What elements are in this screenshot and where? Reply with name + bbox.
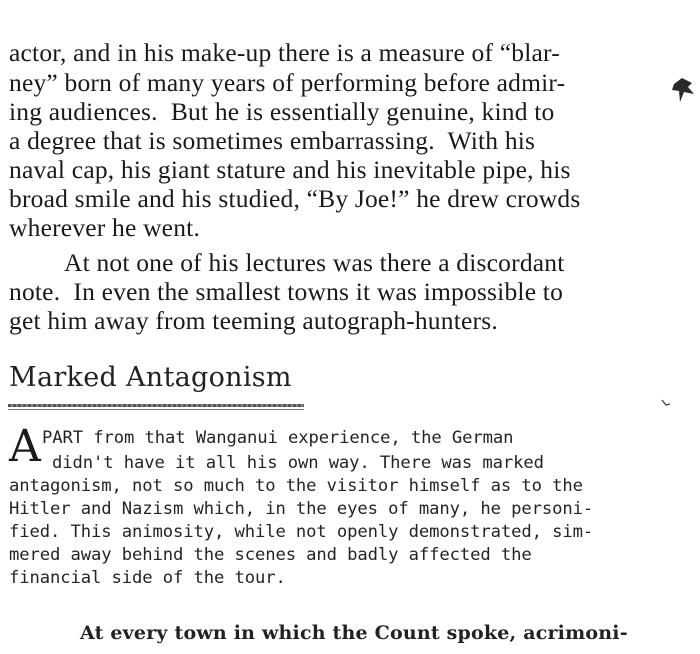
paragraph-3-line-6: mered away behind the scenes and badly affected the — [9, 545, 532, 565]
paragraph-3-line-1: PART from that Wanganui experience, the German — [42, 428, 514, 448]
paragraph-2-line-3: get him away from teeming autograph-hunters. — [9, 306, 498, 335]
paragraph-2-line-1: At not one of his lectures was there a discordant — [64, 248, 565, 277]
section-heading: Marked Antagonism — [9, 362, 292, 393]
paragraph-1-line-3: ing audiences. But he is essentially genuine, kind to — [9, 97, 555, 126]
paragraph-3-line-3: antagonism, not so much to the visitor himself as to the — [9, 476, 583, 496]
paragraph-3-line-7: financial side of the tour. — [9, 568, 286, 588]
paragraph-1-line-2: ney” born of many years of performing before admir- — [9, 68, 566, 97]
paragraph-1-line-4: a degree that is sometimes embarrassing. With his — [9, 126, 536, 155]
paragraph-1-line-1: actor, and in his make-up there is a measure of “blar- — [9, 38, 560, 67]
heading-underline-thin — [8, 409, 304, 410]
ink-blot-mark — [670, 74, 696, 108]
paragraph-3-line-2: didn't have it all his own way. There was marked — [52, 453, 544, 473]
paragraph-3-line-5: fied. This animosity, while not openly demonstrated, sim- — [9, 522, 594, 542]
paragraph-4-line-1: At every town in which the Count spoke, acrimoni- — [80, 622, 628, 644]
drop-cap: A — [9, 421, 41, 472]
paragraph-1-line-6: broad smile and his studied, “By Joe!” he drew crowds — [9, 184, 581, 213]
heading-underline — [8, 404, 304, 407]
paragraph-1-line-7: wherever he went. — [9, 213, 201, 242]
paragraph-1-line-5: naval cap, his giant stature and his inevitable pipe, his — [9, 155, 571, 184]
paragraph-3-line-4: Hitler and Nazism which, in the eyes of many, he personi- — [9, 499, 594, 519]
ink-speck-mark — [660, 398, 672, 408]
paragraph-2-line-2: note. In even the smallest towns it was impossible to — [9, 277, 564, 306]
